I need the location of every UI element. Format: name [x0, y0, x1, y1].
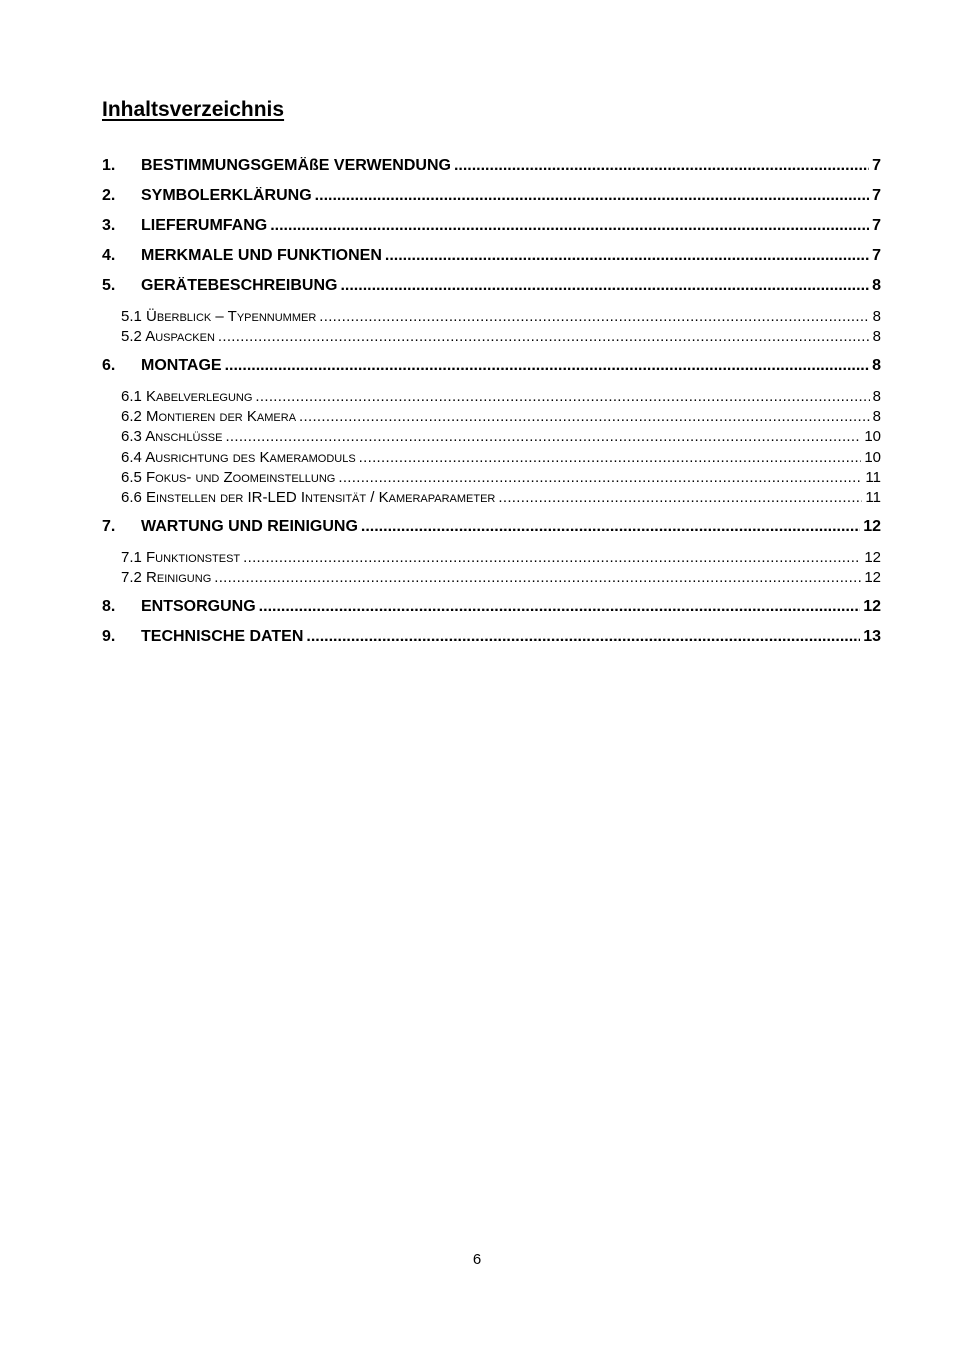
toc-leader-dots	[315, 187, 869, 205]
toc-subentry-label: 7.1 Funktionstest	[121, 549, 241, 566]
toc-entry[interactable]	[102, 598, 881, 618]
toc-entry-page: 7	[872, 247, 881, 264]
toc-entry-number: 7.	[102, 518, 116, 535]
toc-entry[interactable]	[102, 357, 881, 377]
toc-leader-dots	[385, 247, 869, 265]
toc-subentry-page: 8	[872, 408, 881, 425]
toc-entry-label: GERÄTEBESCHREIBUNG	[141, 277, 338, 294]
toc-subentry-label: 7.2 Reinigung	[121, 569, 212, 586]
toc-entry-page: 7	[872, 217, 881, 234]
toc-entry-number: 1.	[102, 157, 116, 174]
toc-subentry-label: 5.2 Auspacken	[121, 328, 215, 345]
page-title: Inhaltsverzeichnis	[102, 98, 285, 121]
toc-subentry-page: 8	[872, 308, 881, 325]
toc-leader-dots	[255, 388, 869, 405]
toc-subentry-label: 5.1 Überblick – Typennummer	[121, 308, 317, 325]
toc-subentry[interactable]	[121, 469, 881, 489]
toc-leader-dots	[454, 157, 869, 175]
toc-subentry-label: 6.6 Einstellen der IR-LED Intensität / Kameraparameter	[121, 489, 496, 506]
toc-subentry-page: 11	[865, 489, 881, 506]
toc-leader-dots	[243, 549, 861, 566]
toc-subentry-page: 10	[864, 449, 881, 466]
toc-subentry-label: 6.5 Fokus- und Zoomeinstellung	[121, 469, 336, 486]
toc-leader-dots	[340, 277, 869, 295]
toc-subentry-page: 12	[864, 569, 881, 586]
toc-subentry-page: 8	[872, 388, 881, 405]
toc-entry-page: 8	[872, 357, 881, 374]
toc-entry-number: 3.	[102, 217, 116, 234]
toc-entry-label: TECHNISCHE DATEN	[141, 628, 304, 645]
toc-subentry-label: 6.4 Ausrichtung des Kameramoduls	[121, 449, 356, 466]
toc-leader-dots	[225, 428, 861, 445]
toc-entry-label: SYMBOLERKLÄRUNG	[141, 187, 312, 204]
toc-subentry[interactable]	[121, 328, 881, 348]
toc-subentry-page: 10	[864, 428, 881, 445]
toc-entry-page: 13	[863, 628, 881, 645]
toc-subentry-page: 12	[864, 549, 881, 566]
toc-subentry[interactable]	[121, 308, 881, 328]
toc-leader-dots	[319, 308, 869, 325]
toc-entry-number: 6.	[102, 357, 116, 374]
toc-subentry-label: 6.2 Montieren der Kamera	[121, 408, 297, 425]
toc-subentry-label: 6.3 Anschlüsse	[121, 428, 223, 445]
toc-entry-label: ENTSORGUNG	[141, 598, 256, 615]
toc-leader-dots	[259, 598, 861, 616]
toc-entry-page: 12	[863, 598, 881, 615]
toc-entry[interactable]	[102, 518, 881, 538]
toc-entry-label: WARTUNG UND REINIGUNG	[141, 518, 358, 535]
toc-subentry[interactable]	[121, 489, 881, 509]
toc-entry-label: MONTAGE	[141, 357, 222, 374]
toc-subentry[interactable]	[121, 408, 881, 428]
toc-entry-page: 8	[872, 277, 881, 294]
toc-entry-number: 2.	[102, 187, 116, 204]
toc-entry[interactable]	[102, 277, 881, 297]
toc-entry[interactable]	[102, 187, 881, 207]
toc-entry[interactable]	[102, 247, 881, 267]
toc-entry-number: 8.	[102, 598, 116, 615]
toc-subentry[interactable]	[121, 449, 881, 469]
toc-subentry-page: 11	[865, 469, 881, 486]
toc-entry-number: 5.	[102, 277, 116, 294]
toc-leader-dots	[225, 357, 870, 375]
toc-subentry-page: 8	[872, 328, 881, 345]
toc-leader-dots	[338, 469, 862, 486]
toc-leader-dots	[214, 569, 861, 586]
toc-entry-label: BESTIMMUNGSGEMÄßE VERWENDUNG	[141, 157, 451, 174]
toc-leader-dots	[498, 489, 862, 506]
toc-leader-dots	[218, 328, 870, 345]
toc-subentry[interactable]	[121, 569, 881, 589]
toc-entry-label: MERKMALE UND FUNKTIONEN	[141, 247, 382, 264]
toc-entry[interactable]	[102, 157, 881, 177]
toc-leader-dots	[299, 408, 870, 425]
toc-leader-dots	[270, 217, 869, 235]
toc-subentry-label: 6.1 Kabelverlegung	[121, 388, 253, 405]
toc-leader-dots	[306, 628, 860, 646]
toc-leader-dots	[359, 449, 862, 466]
page-number: 6	[472, 1251, 482, 1268]
toc-entry[interactable]	[102, 628, 881, 648]
toc-subentry[interactable]	[121, 549, 881, 569]
toc-subentry[interactable]	[121, 428, 881, 448]
toc-entry-number: 4.	[102, 247, 116, 264]
toc-entry-label: LIEFERUMFANG	[141, 217, 268, 234]
toc-subentry[interactable]	[121, 388, 881, 408]
toc-entry-number: 9.	[102, 628, 116, 645]
toc-leader-dots	[361, 518, 860, 536]
toc-entry-page: 12	[863, 518, 881, 535]
toc-entry-page: 7	[872, 157, 881, 174]
toc-entry[interactable]	[102, 217, 881, 237]
toc-entry-page: 7	[872, 187, 881, 204]
